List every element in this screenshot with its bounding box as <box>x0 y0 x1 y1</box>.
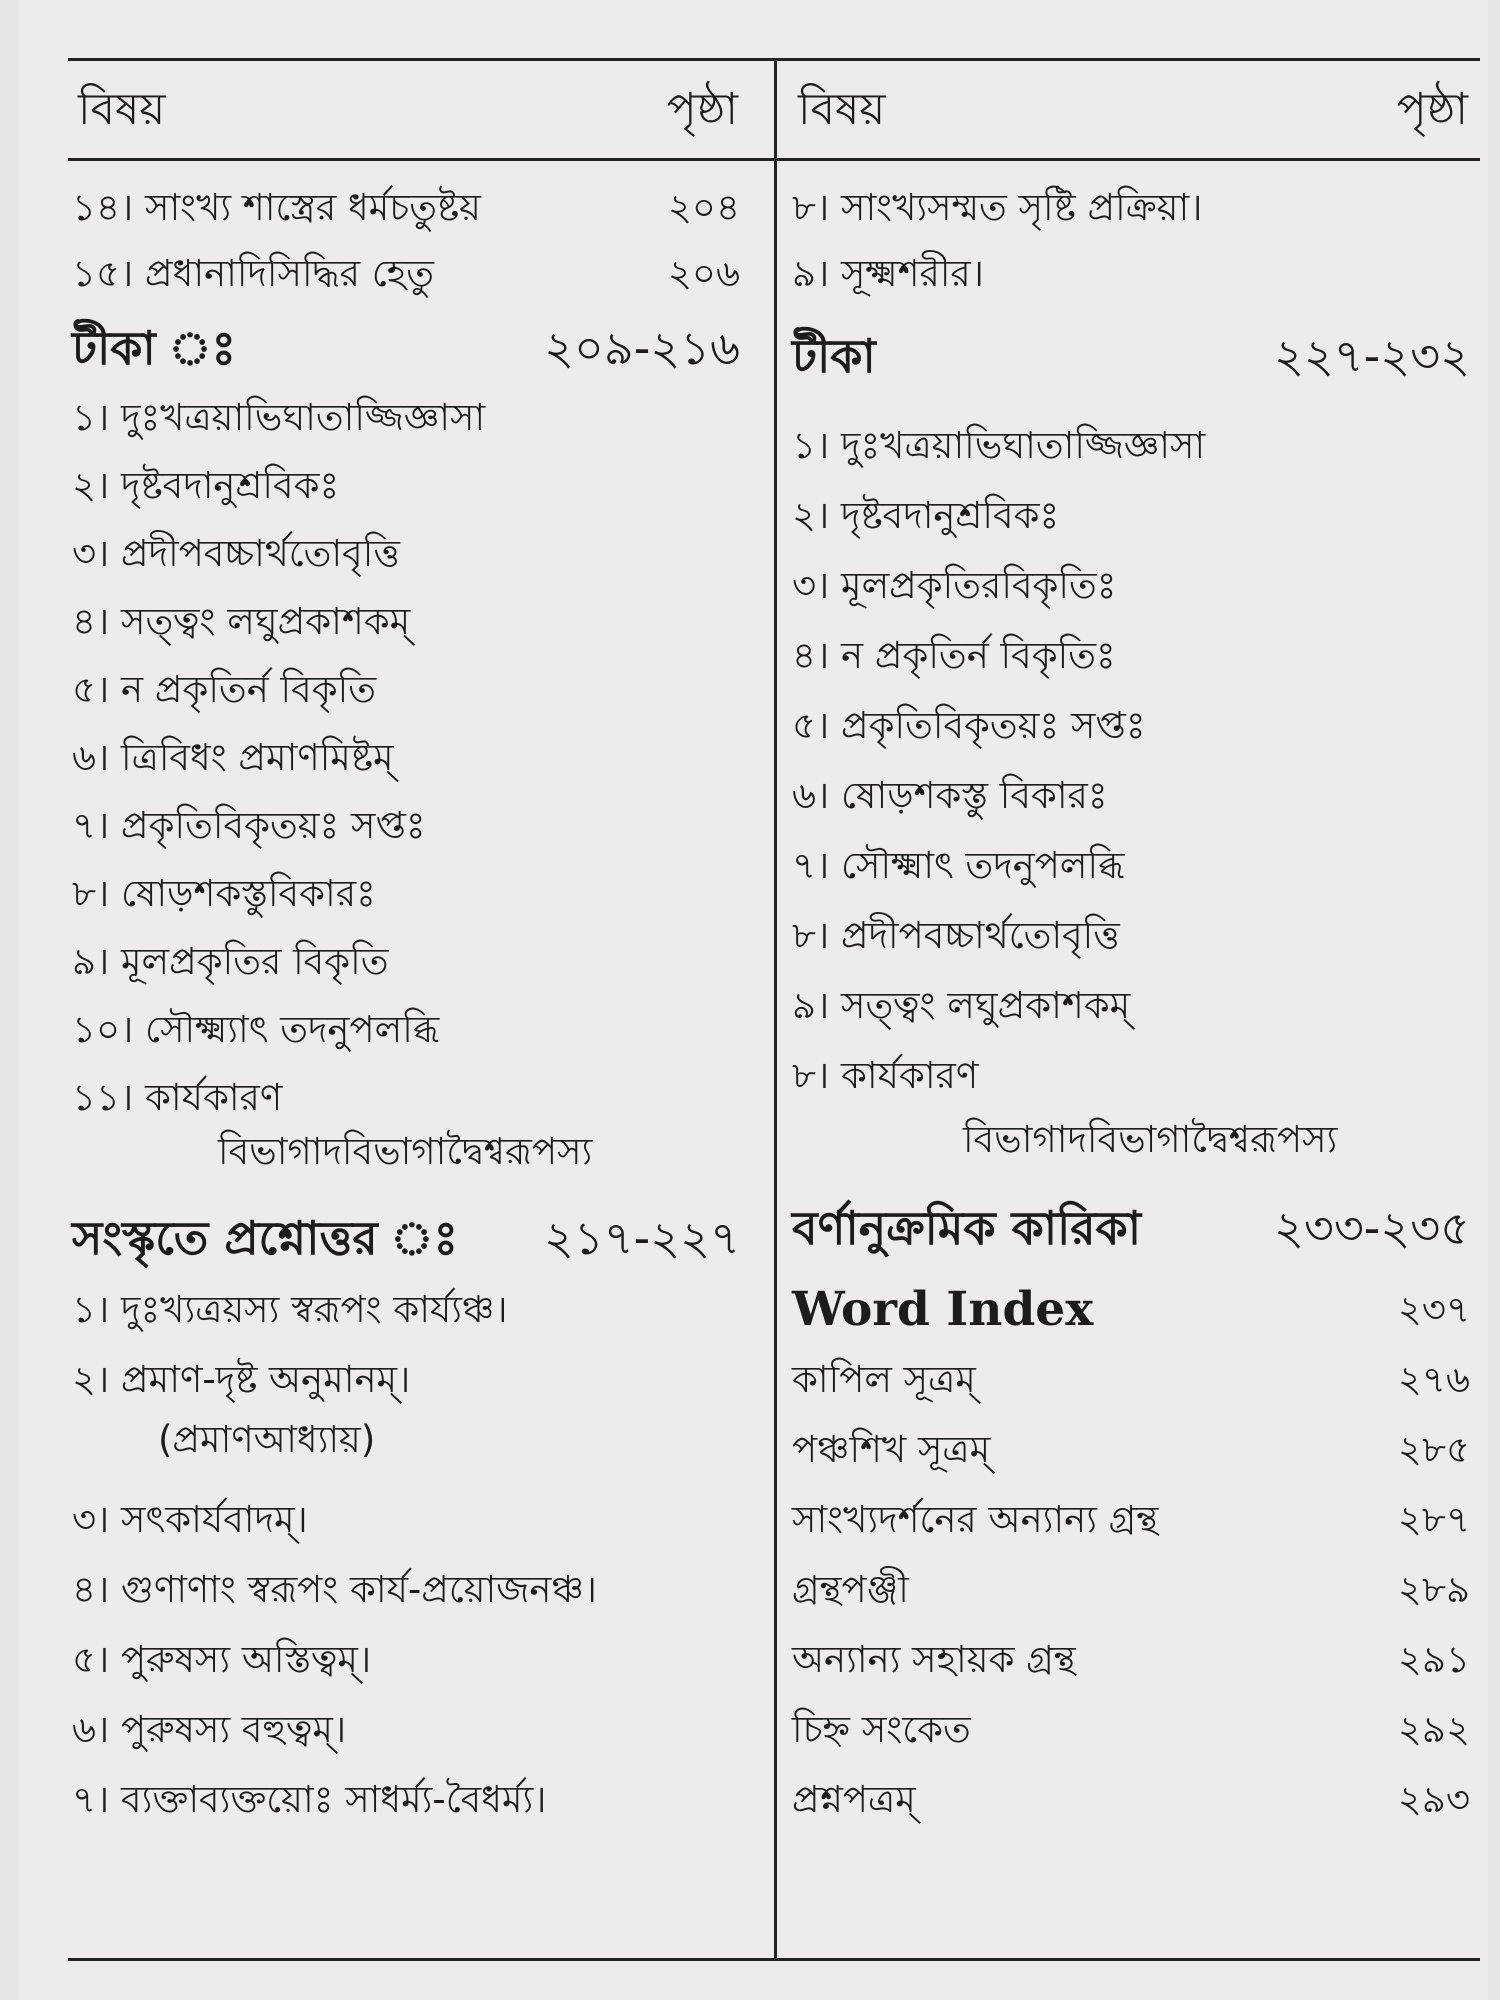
list-item: ৫। পুরুষস্য অস্তিত্বম্। <box>72 1638 372 1681</box>
list-item-continuation: বিভাগাদবিভাগাদ্বৈশ্বরূপস্য <box>963 1118 1338 1161</box>
section-heading-sanskrit-qa: সংস্কৃতে প্রশ্নোত্তর ঃ ২১৭-২২৭ <box>72 1211 740 1265</box>
toc-entry: ১৫। প্রধানাদিসিদ্ধির হেতু ২০৬ <box>72 252 740 295</box>
list-item: ৪। ন প্রকৃতির্ন বিকৃতিঃ <box>792 634 1116 677</box>
list-item-continuation: (প্রমাণআধ্যায়) <box>158 1418 376 1461</box>
list-item: ৯। সত্ত্বং লঘুপ্রকাশকম্ <box>792 984 1131 1027</box>
section-heading-word-index: Word Index ২৩৭ <box>792 1282 1470 1337</box>
list-item: ৮। প্রদীপবচ্চার্থতোবৃত্তি <box>792 914 1120 957</box>
list-item: ৬। পুরুষস্য বহুত্বম্। <box>72 1708 347 1751</box>
section-heading-tika: টীকা ২২৭-২৩২ <box>792 329 1470 383</box>
list-item: ২। দৃষ্টবদানুশ্রবিকঃ <box>792 494 1060 537</box>
list-item: ৯। মূলপ্রকৃতির বিকৃতি <box>72 940 389 983</box>
section-heading-karika: বর্ণানুক্রমিক কারিকা ২৩৩-২৩৫ <box>792 1201 1470 1255</box>
list-item: ৫। ন প্রকৃতির্ন বিকৃতি <box>72 668 376 711</box>
list-item: ১। দুঃখত্রয়াভিঘাতাজ্জিজ্ঞাসা <box>72 396 486 439</box>
list-item: ১। দুঃখ্যত্রয়স্য স্বরূপং কার্য্যঞ্চ। <box>72 1288 508 1331</box>
list-item: ১১। কার্যকারণ <box>72 1076 283 1119</box>
toc-entry: প্রশ্নপত্রম্ ২৯৩ <box>792 1778 1470 1821</box>
toc-entry: সাংখ্যদর্শনের অন্যান্য গ্রন্থ ২৮৭ <box>792 1498 1470 1541</box>
list-item: ৪। সত্ত্বং লঘুপ্রকাশকম্ <box>72 600 411 643</box>
toc-entry: পঞ্চশিখ সূত্রম্ ২৮৫ <box>792 1428 1470 1471</box>
subject-heading: বিষয় <box>78 84 166 135</box>
list-item: ২। প্রমাণ-দৃষ্ট অনুমানম্। <box>72 1358 411 1401</box>
list-item: ৭। ব্যক্তাব্যক্তয়োঃ সাধর্ম্য-বৈধর্ম্য। <box>72 1778 547 1821</box>
list-item: ৩। মূলপ্রকৃতিরবিকৃতিঃ <box>792 564 1117 607</box>
list-item: ৯। সূক্ষ্মশরীর। <box>792 252 984 295</box>
toc-entry: অন্যান্য সহায়ক গ্রন্থ ২৯১ <box>792 1638 1470 1681</box>
list-item: ৩। সৎকার্যবাদম্। <box>72 1498 308 1541</box>
list-item: ২। দৃষ্টবদানুশ্রবিকঃ <box>72 464 340 507</box>
list-item: ৮। কার্যকারণ <box>792 1054 979 1097</box>
list-item: ১০। সৌক্ষ্ম্যাৎ তদনুপলব্ধি <box>72 1008 440 1051</box>
list-item: ৬। ত্রিবিধং প্রমাণমিষ্টম্ <box>72 736 394 779</box>
toc-page <box>18 0 1488 2000</box>
list-item: ৮। ষোড়শকস্তুবিকারঃ <box>72 872 376 915</box>
page-heading: পৃষ্ঠা <box>1396 84 1468 135</box>
bottom-rule <box>68 1958 1480 1961</box>
toc-entry: ১৪। সাংখ্য শাস্ত্রের ধর্মচতুষ্টয় ২০৪ <box>72 186 740 229</box>
toc-entry: কাপিল সূত্রম্ ২৭৬ <box>792 1358 1470 1401</box>
column-divider <box>774 58 777 1961</box>
list-item: ৩। প্রদীপবচ্চার্থতোবৃত্তি <box>72 532 400 575</box>
list-item: ৭। সৌক্ষ্মাৎ তদনুপলব্ধি <box>792 844 1125 887</box>
list-item: ৪। গুণাণাং স্বরূপং কার্য-প্রয়োজনঞ্চ। <box>72 1568 598 1611</box>
list-item: ৫। প্রকৃতিবিকৃতয়ঃ সপ্তঃ <box>792 704 1146 747</box>
list-item: ৭। প্রকৃতিবিকৃতয়ঃ সপ্তঃ <box>72 804 426 847</box>
list-item: ৬। ষোড়শকস্তু বিকারঃ <box>792 774 1108 817</box>
toc-entry: চিহ্ন সংকেত ২৯২ <box>792 1708 1470 1751</box>
section-heading-tika: টীকা ঃ ২০৯-২১৬ <box>72 321 740 375</box>
list-item: ৮। সাংখ্যসম্মত সৃষ্টি প্রক্রিয়া। <box>792 186 1203 229</box>
subject-heading: বিষয় <box>798 84 886 135</box>
list-item-continuation: বিভাগাদবিভাগাদ্বৈশ্বরূপস্য <box>218 1130 593 1173</box>
page-heading: পৃষ্ঠা <box>666 84 738 135</box>
toc-entry: গ্রন্থপঞ্জী ২৮৯ <box>792 1568 1470 1611</box>
list-item: ১। দুঃখত্রয়াভিঘাতাজ্জিজ্ঞাসা <box>792 424 1206 467</box>
